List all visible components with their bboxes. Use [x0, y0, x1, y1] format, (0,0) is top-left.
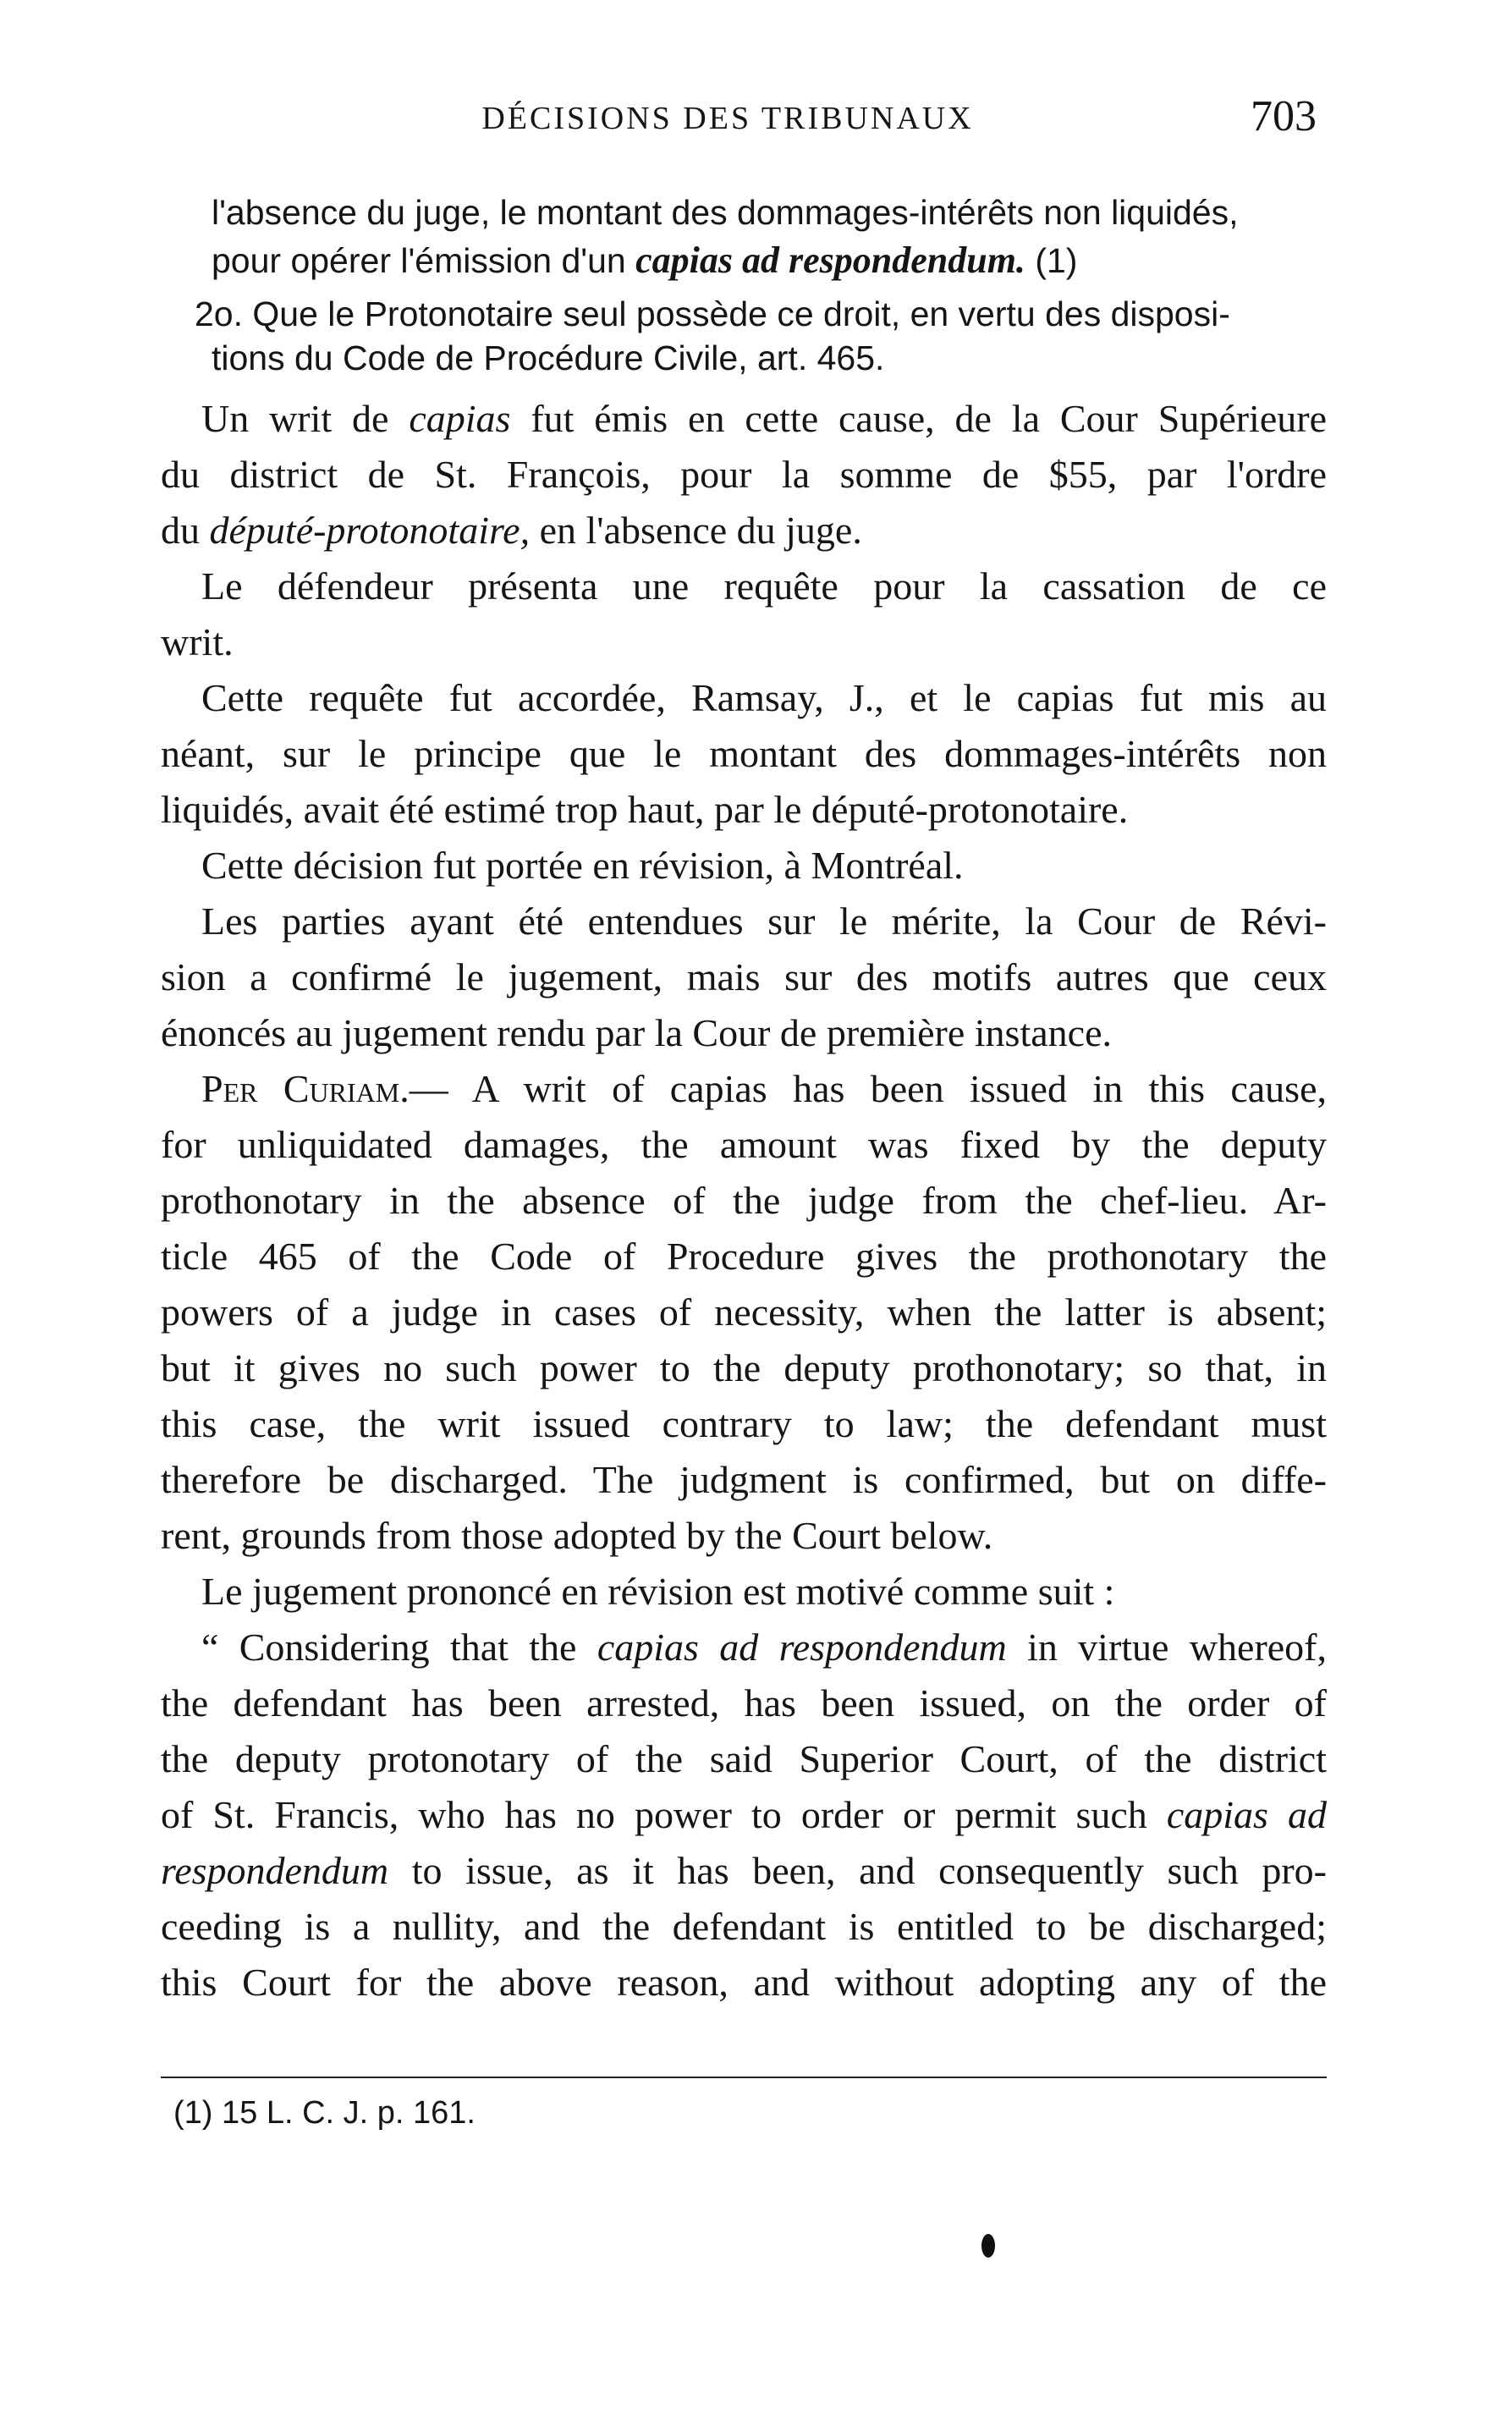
speaker-label: Per Curiam. — [201, 1067, 410, 1110]
page-number: 703 — [1251, 92, 1317, 140]
italic-term: député-protonotaire, — [209, 509, 531, 552]
paragraph — [161, 1620, 1327, 2011]
text-line: néant, sur le principe que le montant des dommages-intérêts non — [161, 732, 1327, 775]
paragraph — [161, 894, 1327, 1061]
text-line: Un writ de capias fut émis en cette cause, de la Cour Supérieure — [201, 397, 1327, 440]
text-line: but it gives no such power to the deputy prothonotary; so that, in — [161, 1346, 1327, 1389]
body-text — [161, 391, 1327, 2011]
text-line: “ Considering that the capias ad respondendum in virtue whereof, — [201, 1626, 1327, 1669]
paragraph — [161, 391, 1327, 558]
text-line: Le jugement prononcé en révision est motivé comme suit : — [201, 1570, 1115, 1613]
text-line: therefore be discharged. The judgment is confirmed, but on diffe- — [161, 1458, 1327, 1501]
text-line: du district de St. François, pour la somme de $55, par l'ordre — [161, 453, 1327, 496]
text-line: Per Curiam.— A writ of capias has been issued in this cause, — [201, 1067, 1327, 1110]
text-line: ceeding is a nullity, and the defendant is entitled to be discharged; — [161, 1905, 1327, 1948]
footnote-divider — [161, 2077, 1327, 2078]
text-line: this case, the writ issued contrary to law; the defendant must — [161, 1402, 1327, 1445]
text-line: for unliquidated damages, the amount was fixed by the deputy — [161, 1123, 1327, 1166]
text-line: liquidés, avait été estimé trop haut, par le député-protonotaire. — [161, 788, 1129, 831]
summary-line: l'absence du juge, le montant des dommages-intérêts non liquidés, — [212, 193, 1239, 232]
text-line: prothonotary in the absence of the judge from the chef-lieu. Ar- — [161, 1179, 1327, 1222]
text-line: respondendum to issue, as it has been, and consequently such pro- — [161, 1849, 1327, 1892]
text-line: writ. — [161, 620, 234, 663]
text-line: ticle 465 of the Code of Procedure gives the prothonotary the — [161, 1235, 1327, 1278]
paragraph — [161, 838, 1327, 894]
ink-spot — [981, 2234, 995, 2258]
text-line: this Court for the above reason, and without adopting any of the — [161, 1961, 1327, 2004]
text-line: of St. Francis, who has no power to order or permit such capias ad — [161, 1793, 1328, 1836]
text-line: Les parties ayant été entendues sur le mérite, la Cour de Révi- — [201, 899, 1327, 943]
text-line: sion a confirmé le jugement, mais sur des motifs autres que ceux — [161, 955, 1327, 998]
text-line: the deputy protonotary of the said Superior Court, of the district — [161, 1737, 1327, 1780]
text-line: powers of a judge in cases of necessity, when the latter is absent; — [161, 1290, 1327, 1334]
summary-line: 2o. Que le Protonotaire seul possède ce droit, en vertu des disposi- — [195, 294, 1230, 333]
summary-line: pour opérer l'émission d'un capias ad respondendum. (1) — [212, 239, 1078, 281]
paragraph — [161, 1061, 1327, 1564]
footnote: (1) 15 L. C. J. p. 161. — [173, 2095, 476, 2131]
italic-term: capias ad respondendum — [597, 1626, 1007, 1669]
italic-term: respondendum — [161, 1849, 389, 1892]
text-line: Le défendeur présenta une requête pour la cassation de ce — [201, 564, 1327, 608]
text-line: the defendant has been arrested, has been issued, on the order of — [161, 1681, 1327, 1725]
running-title: DÉCISIONS DES TRIBUNAUX — [481, 101, 974, 136]
text-line: du député-protonotaire, en l'absence du juge. — [161, 509, 862, 552]
italic-term: capias — [409, 397, 511, 440]
text-line: rent, grounds from those adopted by the Court below. — [161, 1514, 993, 1557]
paragraph — [161, 1564, 1327, 1620]
text-line: Cette requête fut accordée, Ramsay, J., et le capias fut mis au — [201, 676, 1327, 719]
paragraph — [161, 558, 1327, 670]
italic-term: capias ad — [1166, 1793, 1328, 1836]
summary-line: tions du Code de Procédure Civile, art. 465. — [212, 338, 885, 377]
text-line: énoncés au jugement rendu par la Cour de première instance. — [161, 1011, 1112, 1054]
paragraph — [161, 670, 1327, 838]
summary-italic: capias ad respondendum. — [635, 239, 1025, 281]
text-line: Cette décision fut portée en révision, à Montréal. — [201, 844, 964, 887]
